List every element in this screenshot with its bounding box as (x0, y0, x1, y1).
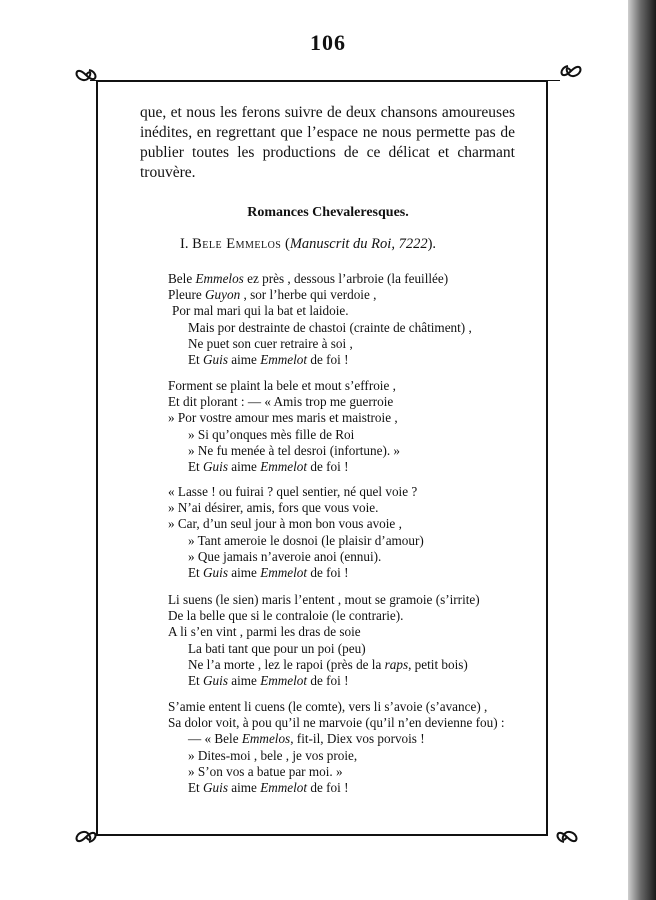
verse-line: Por mal mari qui la bat et laidoie. (172, 303, 349, 319)
refrain-line: Et Guis aime Emmelot de foi ! (188, 565, 349, 581)
verse-line: Ne l’a morte , lez le rapoi (près de la raps, petit bois) (188, 656, 468, 672)
corner-ornament-top-right-icon (556, 56, 586, 86)
verse-line: » Ne fu menée à tel desroi (infortune). » (188, 442, 401, 458)
verse-line: — « Bele Emmelos, fit-il, Diex vos porvois ! (188, 731, 425, 747)
verse-line: » Car, d’un seul jour à mon bon vous avoie , (168, 516, 402, 532)
verse-line: Pleure Guyon , sor l’herbe qui verdoie , (168, 287, 377, 303)
refrain-line: Et Guis aime Emmelot de foi ! (188, 352, 349, 368)
poem-title: Bele Emmelos (192, 236, 282, 252)
refrain-line: Et Guis aime Emmelot de foi ! (188, 673, 349, 689)
verse-line: » N’ai désirer, amis, fors que vous voie. (168, 500, 379, 516)
page-number: 106 (310, 30, 346, 55)
stanza-5 (168, 699, 548, 796)
page-edge-shadow (628, 0, 656, 900)
verse-line: » Dites-moi , bele , je vos proie, (188, 747, 358, 763)
heading-open-paren: ( (284, 236, 290, 252)
section-title: Romances Chevaleresques. (247, 205, 409, 220)
poem-number: I. (180, 236, 189, 252)
verse-line: Sa dolor voit, à pou qu’il ne marvoie (qu’il n’en devienne fou) : (168, 715, 505, 731)
verse-line: Ne puet son cuer retraire à soi , (188, 335, 353, 351)
verse-line: » Si qu’onques mès fille de Roi (188, 426, 355, 442)
verse-line: » Que jamais n’averoie anoi (ennui). (188, 548, 382, 564)
verse-line: » Por vostre amour mes maris et maistroie , (168, 410, 398, 426)
verse-line: La bati tant que pour un poi (peu) (188, 640, 366, 656)
frame-left-line (96, 80, 98, 836)
verse-line: De la belle que si le contraloie (le contrarie). (168, 608, 404, 624)
refrain-line: Et Guis aime Emmelot de foi ! (188, 459, 349, 475)
poem-heading (180, 236, 436, 253)
intro-paragraph: que, et nous les ferons suivre de deux chansons amoureuses inédites, en regrettant que l’espace ne nous permette pas de publier toutes les productions de ce délicat et charmant trouvère. (140, 104, 515, 181)
verse-line: Mais por destrainte de chastoi (crainte de châtiment) , (188, 319, 472, 335)
poem-source: Manuscrit du Roi, 7222 (289, 236, 428, 252)
stanza-2 (168, 378, 548, 475)
verse-line: A li s’en vint , parmi les dras de soie (168, 624, 361, 640)
frame-bottom-line (96, 834, 548, 836)
corner-ornament-top-left-icon (71, 60, 101, 90)
verse-line: Bele Emmelos ez près , dessous l’arbroie (la feuillée) (168, 271, 449, 286)
verse-line: S’amie entent li cuens (le comte), vers li s’avoie (s’avance) , (168, 699, 488, 714)
stanza-4 (168, 592, 548, 689)
refrain-line: Et Guis aime Emmelot de foi ! (188, 780, 349, 796)
corner-ornament-bottom-right-icon (552, 822, 582, 852)
stanza-1 (168, 271, 548, 368)
corner-ornament-bottom-left-icon (71, 822, 101, 852)
stanza-3 (168, 484, 548, 581)
verse-line: » S’on vos a batue par moi. » (188, 763, 343, 779)
verse-line: Forment se plaint la bele et mout s’effroie , (168, 378, 396, 393)
verse-line: Li suens (le sien) maris l’entent , mout se gramoie (s’irrite) (168, 592, 480, 607)
frame-top-extension (90, 80, 560, 81)
verse-line: Et dit plorant : — « Amis trop me guerroie (168, 394, 394, 410)
verse-line: « Lasse ! ou fuirai ? quel sentier, né quel voie ? (168, 484, 418, 499)
heading-close-paren: ). (427, 236, 437, 252)
verse-line: » Tant ameroie le dosnoi (le plaisir d’amour) (188, 532, 424, 548)
